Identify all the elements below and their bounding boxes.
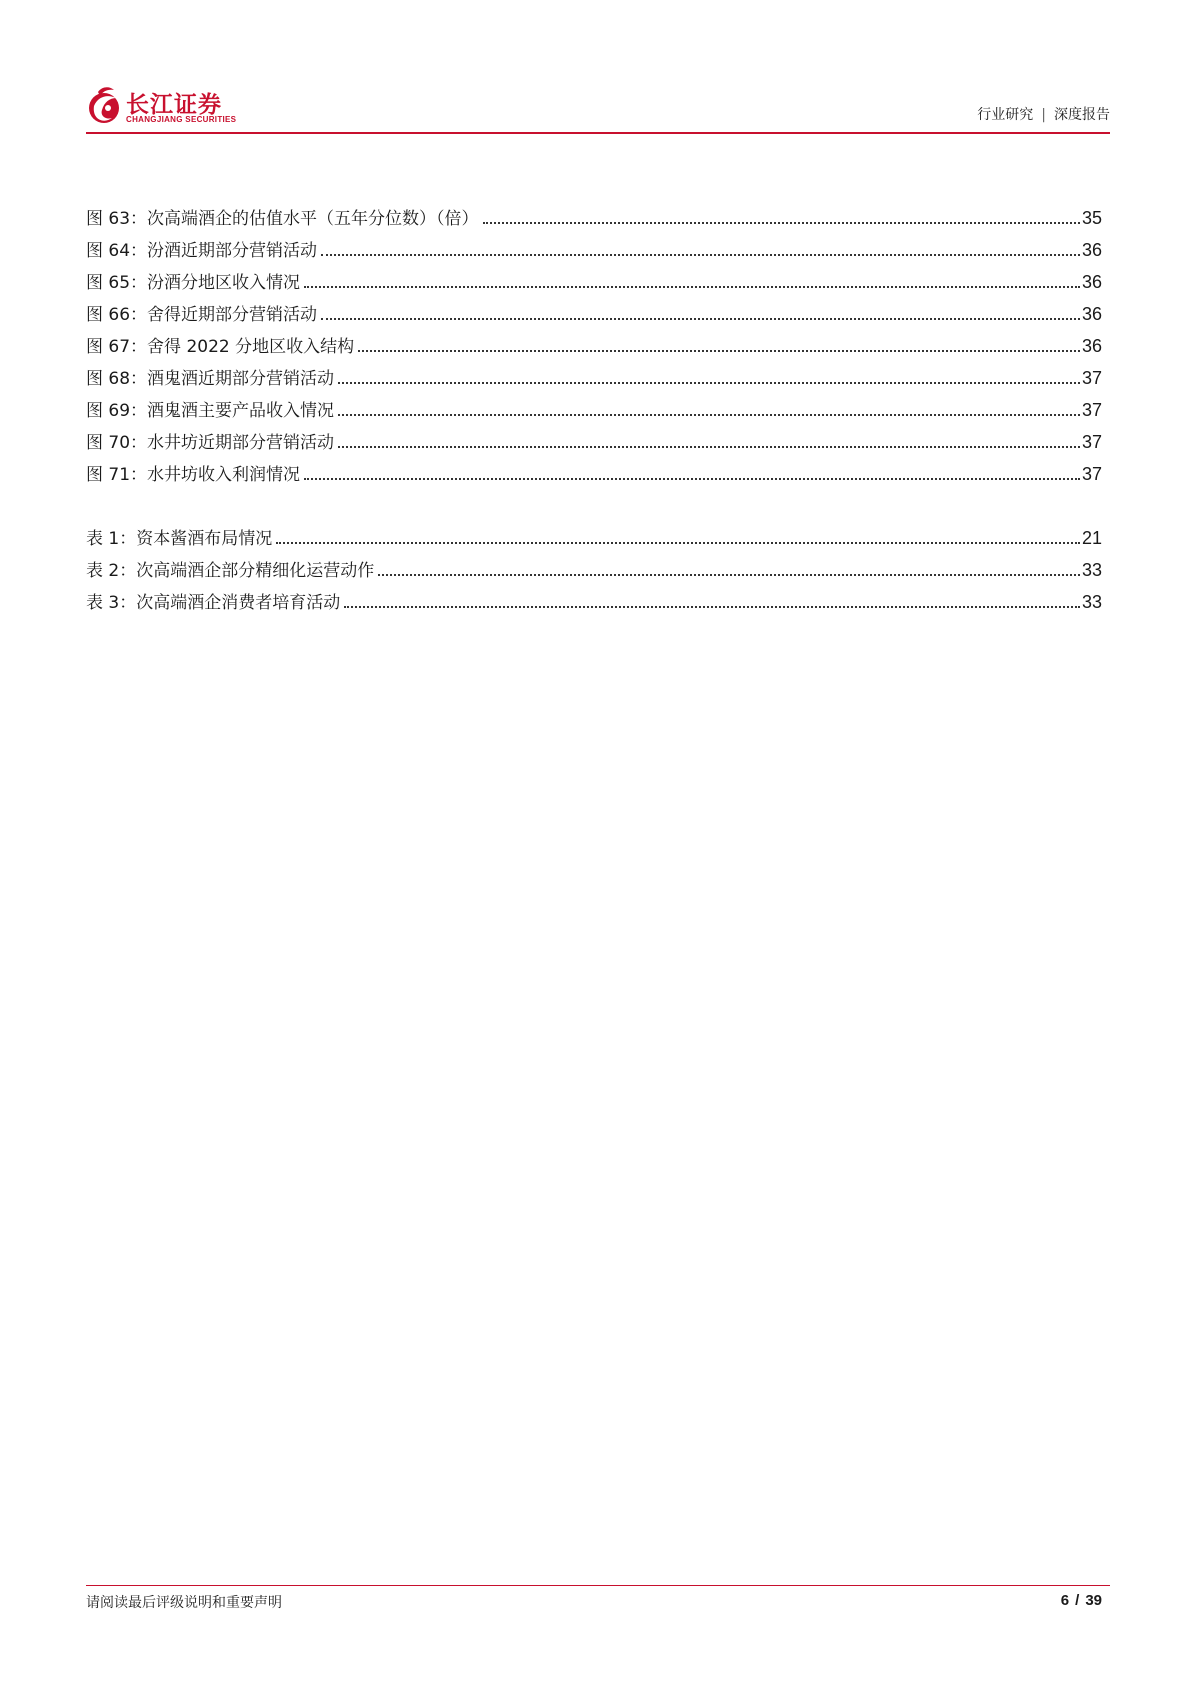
toc-leader-dots bbox=[483, 222, 1080, 224]
header-separator: | bbox=[1041, 107, 1046, 123]
figure-toc-entry[interactable] bbox=[86, 204, 1102, 236]
toc-entry-page: 36 bbox=[1081, 336, 1102, 356]
toc-entry-page: 33 bbox=[1081, 592, 1102, 612]
toc-entry-page: 36 bbox=[1081, 272, 1102, 292]
figure-toc-entry[interactable] bbox=[86, 428, 1102, 460]
toc-leader-dots bbox=[338, 382, 1080, 384]
toc-entry-page: 37 bbox=[1081, 432, 1102, 452]
page-header bbox=[86, 82, 1110, 134]
toc-entry-label: 图 71：水井坊收入利润情况 bbox=[86, 465, 301, 485]
page-total: 39 bbox=[1085, 1592, 1102, 1609]
toc-leader-dots bbox=[378, 574, 1080, 576]
toc-entry-label: 图 69：酒鬼酒主要产品收入情况 bbox=[86, 401, 335, 421]
toc-entry-label: 图 70：水井坊近期部分营销活动 bbox=[86, 433, 335, 453]
logo-chinese-name: 长江证券 bbox=[126, 92, 222, 118]
page-separator: / bbox=[1075, 1592, 1080, 1609]
table-toc-entry[interactable] bbox=[86, 556, 1102, 588]
section-label: 行业研究 bbox=[977, 107, 1034, 123]
table-toc-entry[interactable] bbox=[86, 588, 1102, 620]
toc-leader-dots bbox=[304, 286, 1080, 288]
toc-leader-dots bbox=[276, 542, 1080, 544]
figure-toc-entry[interactable] bbox=[86, 396, 1102, 428]
table-of-contents bbox=[86, 204, 1102, 620]
toc-entry-page: 33 bbox=[1081, 560, 1102, 580]
footer-divider bbox=[86, 1585, 1110, 1586]
toc-leader-dots bbox=[358, 350, 1080, 352]
toc-entry-label: 图 67：舍得 2022 分地区收入结构 bbox=[86, 337, 355, 357]
toc-entry-label: 图 68：酒鬼酒近期部分营销活动 bbox=[86, 369, 335, 389]
toc-entry-label: 图 66：舍得近期部分营销活动 bbox=[86, 305, 318, 325]
toc-entry-label: 表 2：次高端酒企部分精细化运营动作 bbox=[86, 561, 375, 581]
toc-leader-dots bbox=[304, 478, 1080, 480]
toc-entry-page: 37 bbox=[1081, 400, 1102, 420]
toc-entry-label: 图 63：次高端酒企的估值水平（五年分位数）（倍） bbox=[86, 209, 479, 229]
footer-disclaimer: 请阅读最后评级说明和重要声明 bbox=[86, 1595, 282, 1611]
toc-entry-page: 21 bbox=[1081, 528, 1102, 548]
toc-entry-page: 37 bbox=[1081, 368, 1102, 388]
toc-entry-page: 36 bbox=[1081, 240, 1102, 260]
figure-toc-entry[interactable] bbox=[86, 460, 1102, 492]
logo-emblem-icon bbox=[86, 84, 122, 126]
figure-toc-entry[interactable] bbox=[86, 236, 1102, 268]
toc-leader-dots bbox=[338, 446, 1080, 448]
figure-toc-entry[interactable] bbox=[86, 268, 1102, 300]
toc-leader-dots bbox=[344, 606, 1080, 608]
tables-list bbox=[86, 524, 1102, 620]
toc-leader-dots bbox=[321, 318, 1080, 320]
toc-entry-label: 表 3：次高端酒企消费者培育活动 bbox=[86, 593, 341, 613]
page-current: 6 bbox=[1060, 1592, 1070, 1609]
company-logo bbox=[86, 82, 256, 130]
page-number bbox=[1061, 1592, 1102, 1609]
toc-entry-page: 37 bbox=[1081, 464, 1102, 484]
figure-toc-entry[interactable] bbox=[86, 300, 1102, 332]
logo-english-name: CHANGJIANG SECURITIES bbox=[126, 115, 237, 124]
toc-entry-page: 35 bbox=[1081, 208, 1102, 228]
table-toc-entry[interactable] bbox=[86, 524, 1102, 556]
toc-entry-label: 图 64：汾酒近期部分营销活动 bbox=[86, 241, 318, 261]
toc-entry-page: 36 bbox=[1081, 304, 1102, 324]
toc-entry-label: 表 1：资本酱酒布局情况 bbox=[86, 529, 273, 549]
toc-entry-label: 图 65：汾酒分地区收入情况 bbox=[86, 273, 301, 293]
figure-toc-entry[interactable] bbox=[86, 332, 1102, 364]
report-type-label: 深度报告 bbox=[1054, 107, 1110, 123]
toc-leader-dots bbox=[338, 414, 1080, 416]
report-category bbox=[977, 104, 1110, 124]
figures-list bbox=[86, 204, 1102, 492]
header-divider bbox=[86, 132, 1110, 134]
toc-gap bbox=[86, 492, 1102, 524]
toc-leader-dots bbox=[321, 254, 1080, 256]
figure-toc-entry[interactable] bbox=[86, 364, 1102, 396]
